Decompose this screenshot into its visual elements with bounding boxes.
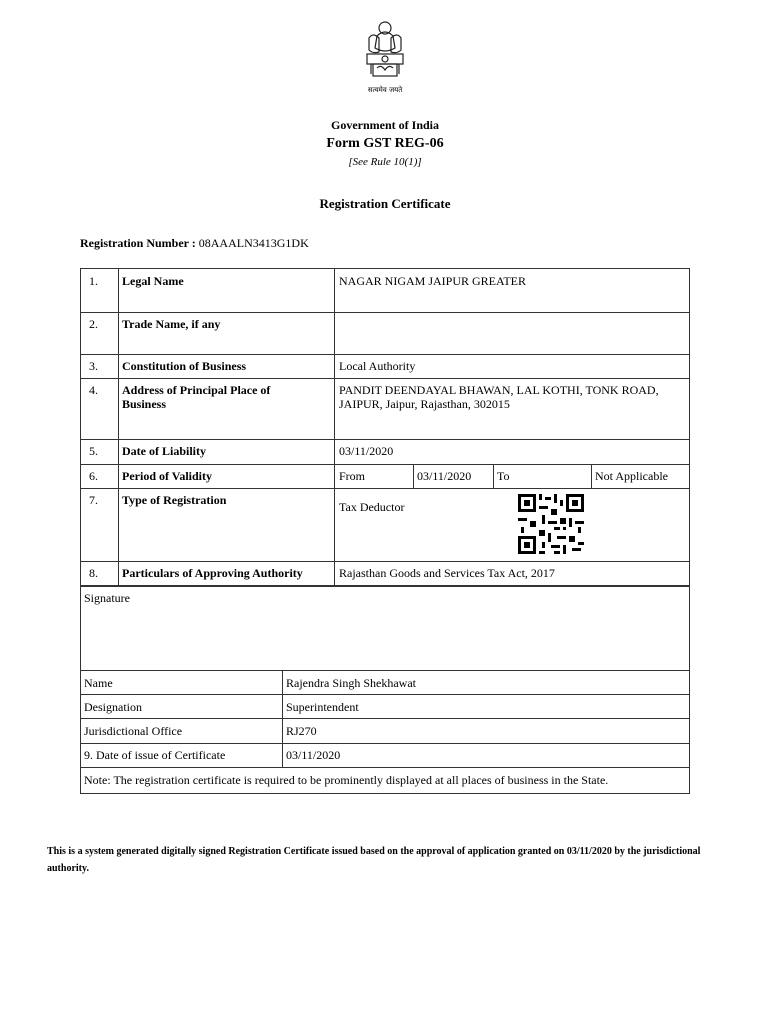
form-title: Form GST REG-06: [326, 136, 444, 151]
row-7-value: Tax Deductor: [339, 500, 405, 514]
validity-from-label: From: [339, 469, 366, 483]
registration-number-line: [80, 236, 309, 251]
row-5-value: 03/11/2020: [339, 444, 394, 458]
row-1-value: NAGAR NIGAM JAIPUR GREATER: [339, 274, 527, 288]
display-note: Note: The registration certificate is required to be prominently displayed at all places of business in the State.: [84, 773, 609, 787]
row-5-label: Date of Liability: [122, 444, 206, 458]
row-2-number: 2.: [89, 317, 98, 331]
row-4-label: Address of Principal Place of Business: [122, 383, 271, 411]
row-6-number: 6.: [89, 469, 98, 483]
validity-to-date: Not Applicable: [595, 469, 668, 483]
issue-date-label: 9. Date of issue of Certificate: [84, 748, 226, 762]
row-3-label: Constitution of Business: [122, 359, 247, 373]
validity-to-label: To: [497, 469, 510, 483]
row-4-number: 4.: [89, 383, 98, 397]
row-3-number: 3.: [89, 359, 98, 373]
certificate-title: Registration Certificate: [319, 196, 451, 211]
row-7-label: Type of Registration: [122, 493, 227, 507]
qr-code-icon: [518, 494, 584, 554]
signature-label: Signature: [84, 591, 130, 605]
row-2-label: Trade Name, if any: [122, 317, 221, 331]
row-8-label: Particulars of Approving Authority: [122, 566, 303, 580]
officer-name: Rajendra Singh Shekhawat: [286, 676, 416, 690]
emblem-motto: सत्यमेव जयते: [367, 86, 403, 94]
registration-number-label: Registration Number :: [80, 236, 196, 250]
designation-value: Superintendent: [286, 700, 359, 714]
row-5-number: 5.: [89, 444, 98, 458]
row-7-number: 7.: [89, 493, 98, 507]
details-table: [80, 268, 690, 586]
government-title: Government of India: [331, 118, 439, 132]
validity-from-date: 03/11/2020: [417, 469, 472, 483]
row-1-number: 1.: [89, 274, 98, 288]
rule-reference: [See Rule 10(1)]: [348, 156, 422, 168]
row-8-value: Rajasthan Goods and Services Tax Act, 2017: [339, 566, 555, 580]
row-8-number: 8.: [89, 566, 98, 580]
name-label: Name: [84, 676, 113, 690]
national-emblem-icon: [355, 18, 415, 88]
row-3-value: Local Authority: [339, 359, 416, 373]
jurisdictional-office-value: RJ270: [286, 724, 317, 738]
row-6-label: Period of Validity: [122, 469, 213, 483]
signature-table: [80, 586, 690, 794]
row-4-value: PANDIT DEENDAYAL BHAWAN, LAL KOTHI, TONK ROAD, JAIPUR, Jaipur, Rajasthan, 302015: [339, 383, 659, 411]
designation-label: Designation: [84, 700, 142, 714]
jurisdictional-office-label: Jurisdictional Office: [84, 724, 183, 738]
issue-date-value: 03/11/2020: [286, 748, 341, 762]
registration-number: 08AAALN3413G1DK: [198, 236, 309, 250]
system-generated-notice: This is a system generated digitally signed Registration Certificate issued based on the approval of application granted on 03/11/2020 by the jurisdictional authority.: [47, 846, 701, 874]
row-1-label: Legal Name: [122, 274, 184, 288]
